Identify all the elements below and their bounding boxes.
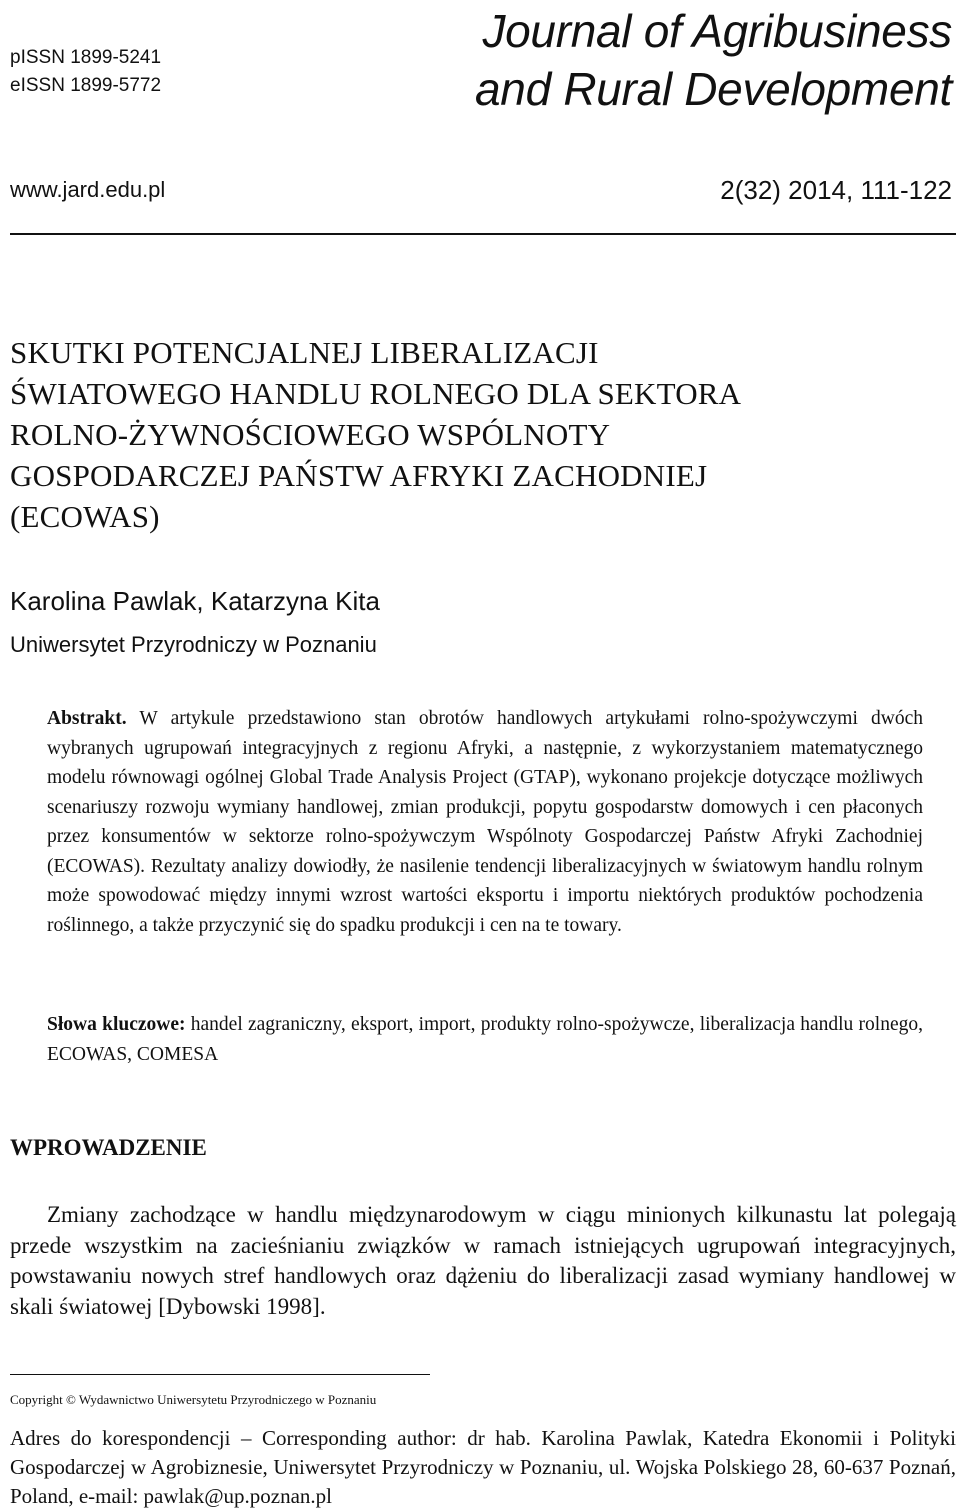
- title-line: (ECOWAS): [10, 499, 160, 534]
- copyright-note: Copyright © Wydawnictwo Uniwersytetu Przyrodniczego w Poznaniu: [10, 1392, 377, 1407]
- keywords-text: handel zagraniczny, eksport, import, produkty rolno-spożywcze, liberalizacja handlu rolnego, ECOWAS, COMESA: [47, 1014, 923, 1065]
- abstract-text: W artykule przedstawiono stan obrotów handlowych artykułami rolno-spożywczymi dwóch wybranych ugrupowań integracyjnych z regionu Afryki, a następnie, z wykorzystaniem matematycznego modelu równowagi ogólnej Global Trade Analysis Project (GTAP), wykonano projekcje dotyczące możliwych scenariuszy rozwoju wymiany handlowej, zmian produkcji, popytu gospodarstw domowych i cen płaconych przez konsumentów w sektorze rolno-spożywczym Wspólnoty Gospodarczej Państw Afryki Zachodniej (ECOWAS). Rezultaty analizy dowiodły, że nasilenie tendencji liberalizacyjnych w światowym handlu rolnym może spowodować między innymi wzrost wartości eksportu i importu niektórych produktów pochodzenia roślinnego, a także przyczynić się do spadku produkcji i cen na te towary.: [47, 708, 923, 936]
- title-line: ŚWIATOWEGO HANDLU ROLNEGO DLA SEKTORA: [10, 376, 742, 411]
- issn-print: pISSN 1899-5241: [10, 47, 162, 68]
- correspondence-note: Adres do korespondencji – Corresponding author: dr hab. Karolina Pawlak, Katedra Ekonomii i Polityki Gospodarczej w Agrobiznesie, Uniwersytet Przyrodniczy w Poznaniu, ul. Wojska Polskiego 28, 60-637 Poznań, Poland, e-mail: pawlak@up.poznan.pl: [10, 1426, 956, 1508]
- title-line: ROLNO-ŻYWNOŚCIOWEGO WSPÓLNOTY: [10, 417, 611, 452]
- abstract: [47, 704, 923, 940]
- issue-pages: 2(32) 2014, 111-122: [720, 175, 952, 205]
- journal-website[interactable]: www.jard.edu.pl: [10, 177, 166, 202]
- journal-title-line-1: Journal of Agribusiness: [482, 5, 952, 57]
- journal-title-line-2: and Rural Development: [475, 63, 952, 115]
- issn-electronic: eISSN 1899-5772: [10, 75, 162, 96]
- author-affiliation: Uniwersytet Przyrodniczy w Poznaniu: [10, 632, 377, 657]
- journal-title: [475, 2, 952, 118]
- issn-block: [10, 44, 161, 100]
- keywords: [47, 1010, 923, 1069]
- abstract-label: Abstrakt.: [47, 708, 127, 729]
- footnote-divider: [10, 1374, 430, 1375]
- intro-paragraph: Zmiany zachodzące w handlu międzynarodowym w ciągu minionych kilkunastu lat polegają przede wszystkim na zacieśnianiu związków w ramach istniejących ugrupowań integracyjnych, powstawaniu nowych stref handlowych oraz dążeniu do liberalizacji zasad wymiany handlowej w skali światowej [Dybowski 1998].: [10, 1202, 956, 1319]
- section-heading: WPROWADZENIE: [10, 1135, 207, 1160]
- article-title: [10, 332, 741, 537]
- title-line: SKUTKI POTENCJALNEJ LIBERALIZACJI: [10, 335, 599, 370]
- article-authors: Karolina Pawlak, Katarzyna Kita: [10, 586, 380, 616]
- keywords-label: Słowa kluczowe:: [47, 1014, 186, 1035]
- title-line: GOSPODARCZEJ PAŃSTW AFRYKI ZACHODNIEJ: [10, 458, 708, 493]
- header-divider: [10, 233, 956, 235]
